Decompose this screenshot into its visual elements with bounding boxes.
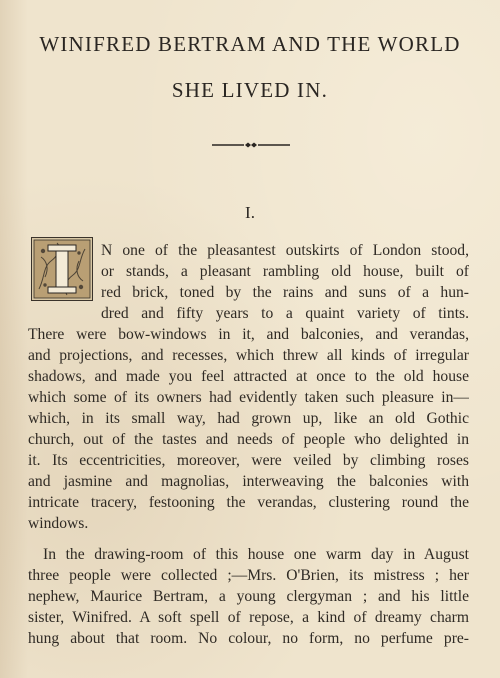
page-title-line-1: WINIFRED BERTRAM AND THE WORLD bbox=[39, 32, 461, 56]
title-ornament-rule bbox=[212, 139, 290, 151]
paragraph-2-line-4: sister, Winifred. A soft spell of repose, a kind of dreamy charm bbox=[28, 609, 469, 626]
paragraph-1-line-12: and jasmine and magnolias, interweaving the balconies with bbox=[28, 473, 469, 490]
drop-cap-letter-text: I bbox=[61, 278, 63, 279]
paragraph-1-line-10: church, out of the tastes and needs of people who delighted in bbox=[28, 431, 469, 448]
paragraph-1-line-3: red brick, toned by the rains and suns of a hun- bbox=[101, 284, 469, 301]
paragraph-1-line-9: which, in its small way, had grown up, like an old Gothic bbox=[28, 410, 469, 427]
paragraph-2-line-1: In the drawing-room of this house one warm day in August bbox=[43, 546, 469, 563]
paragraph-2-line-5: hung about that room. No colour, no form, no perfume pre- bbox=[28, 630, 469, 647]
paragraph-1-line-1: N one of the pleasantest outskirts of London stood, bbox=[101, 242, 469, 259]
paragraph-1-line-14: windows. bbox=[28, 515, 89, 532]
paragraph-1-line-11: it. Its eccentricities, moreover, were veiled by climbing roses bbox=[28, 452, 469, 469]
paragraph-1-line-7: shadows, and made you feel attracted at once to the old house bbox=[28, 368, 469, 385]
chapter-number: I. bbox=[245, 203, 255, 222]
paragraph-1-line-6: and projections, and recesses, which threw all kinds of irregular bbox=[28, 347, 469, 364]
paragraph-1-line-2: or stands, a pleasant rambling old house, built of bbox=[101, 263, 469, 280]
page-title-line-2: SHE LIVED IN. bbox=[171, 78, 329, 102]
paragraph-1-line-8: which some of its owners had evidently taken such pleasure in— bbox=[28, 389, 469, 406]
paragraph-2-line-2: three people were collected ;—Mrs. O'Brien, its mistress ; her bbox=[28, 567, 469, 584]
paragraph-2-line-3: nephew, Maurice Bertram, a young clergyman ; and his little bbox=[28, 588, 469, 605]
paragraph-1-line-13: intricate tracery, festooning the verandas, clustering round the bbox=[28, 494, 469, 511]
paragraph-1-line-4: dred and fifty years to a quaint variety of tints. bbox=[101, 305, 469, 322]
ornamental-drop-cap-letter bbox=[31, 237, 93, 301]
paragraph-1-line-5: There were bow-windows in it, and balconies, and verandas, bbox=[28, 326, 469, 343]
